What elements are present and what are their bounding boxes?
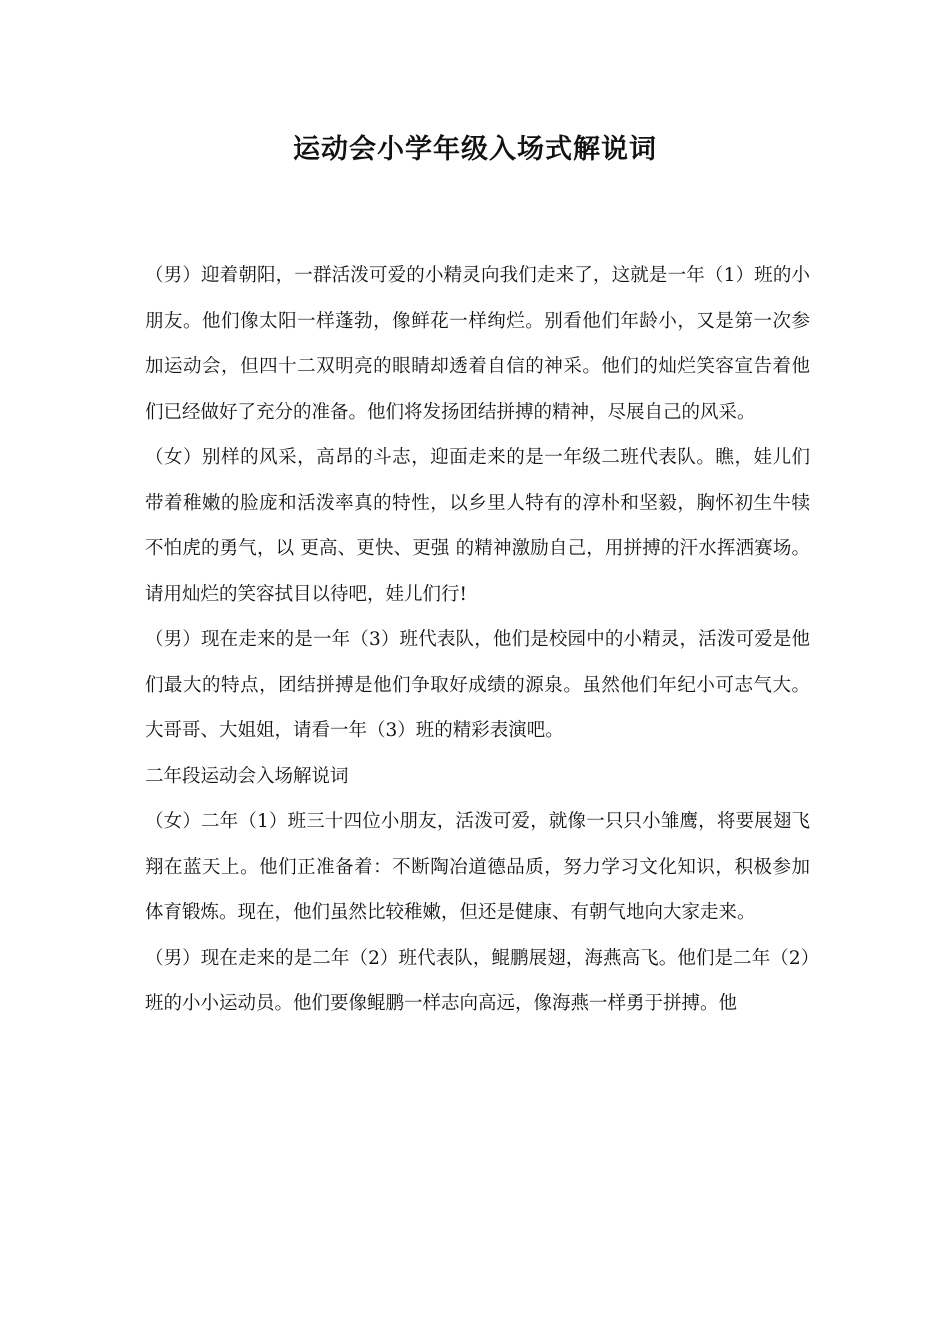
page-title: 运动会小学年级入场式解说词	[293, 134, 657, 165]
paragraph-girl-class-1-2: （女）别样的风采，高昂的斗志，迎面走来的是一年级二班代表队。瞧，娃儿们带着稚嫩的脸庞和活泼率真的特性，以乡里人特有的淳朴和坚毅，胸怀初生牛犊不怕虎的勇气，以 更高、更快、更强 的精神激励自己，用拼搏的汗水挥洒赛场。请用灿烂的笑容拭目以待吧，娃儿们行!	[145, 447, 810, 605]
document-body	[145, 253, 810, 1027]
paragraph-boy-class-1-3: （男）现在走来的是一年（3）班代表队，他们是校园中的小精灵，活泼可爱是他们最大的特点，团结拼搏是他们争取好成绩的源泉。虽然他们年纪小可志气大。大哥哥、大姐姐，请看一年（3）班的精彩表演吧。	[145, 629, 810, 741]
paragraph-boy-class-2-2: （男）现在走来的是二年（2）班代表队，鲲鹏展翅，海燕高飞。他们是二年（2）班的小小运动员。他们要像鲲鹏一样志向高远，像海燕一样勇于拼搏。他	[145, 947, 810, 1014]
section-heading-grade-2: 二年段运动会入场解说词	[145, 765, 349, 787]
paragraph-girl-class-2-1: （女）二年（1）班三十四位小朋友，活泼可爱，就像一只只小雏鹰，将要展翅飞翔在蓝天上。他们正准备着：不断陶冶道德品质，努力学习文化知识，积极参加体育锻炼。现在，他们虽然比较稚嫩，但还是健康、有朝气地向大家走来。	[145, 811, 810, 923]
paragraph-boy-class-1-1: （男）迎着朝阳，一群活泼可爱的小精灵向我们走来了，这就是一年（1）班的小朋友。他们像太阳一样蓬勃，像鲜花一样绚烂。别看他们年龄小，又是第一次参加运动会，但四十二双明亮的眼睛却透着自信的神采。他们的灿烂笑容宣告着他们已经做好了充分的准备。他们将发扬团结拼搏的精神，尽展自己的风采。	[145, 265, 810, 423]
